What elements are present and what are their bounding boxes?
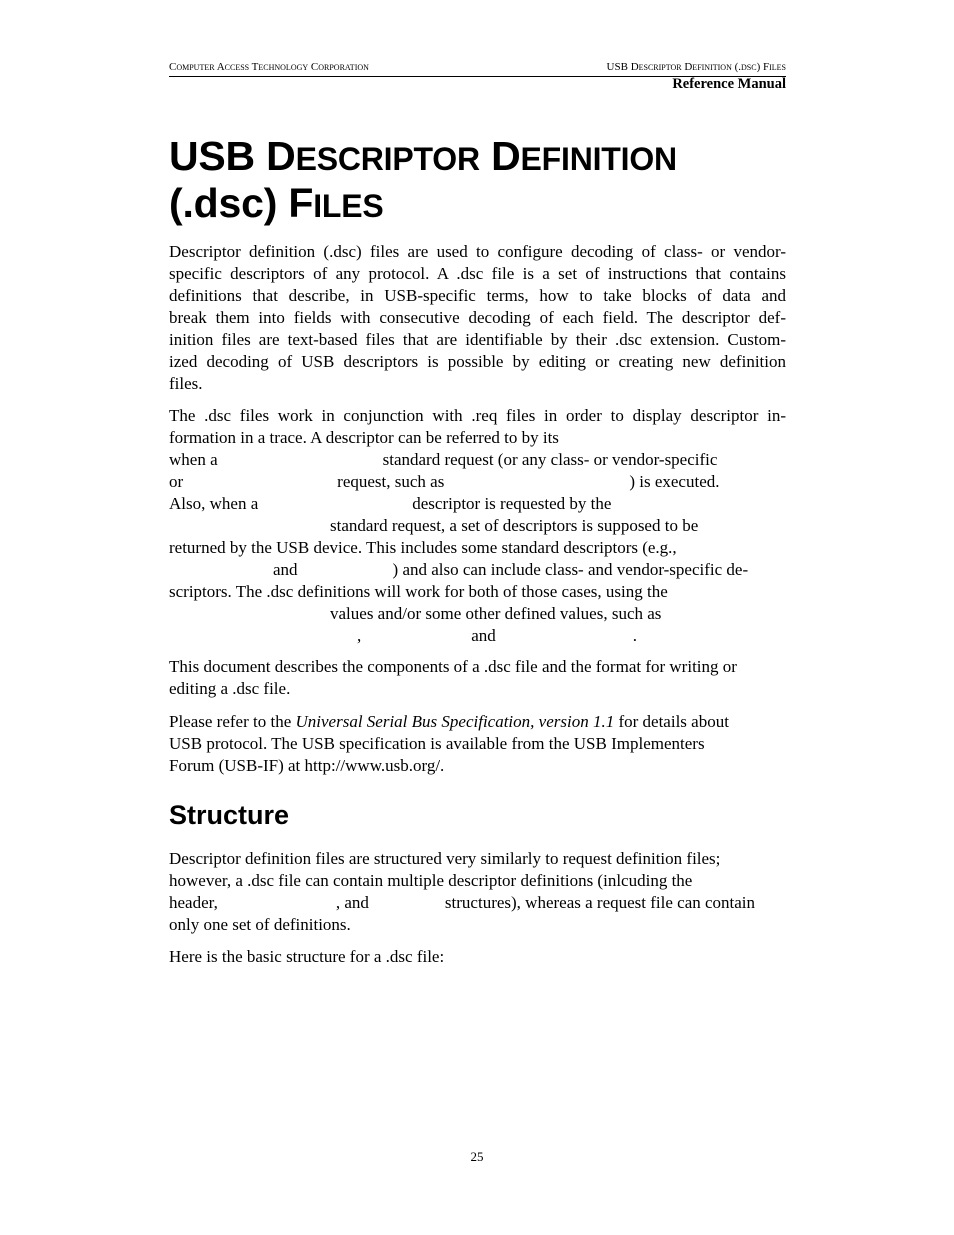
components-paragraph [169,656,786,700]
title-line-1: USB DESCRIPTOR DEFINITION [169,133,677,179]
running-header-manual: Reference Manual [672,76,786,92]
text-line: and ) and also can include class- and vendor-specific de- [273,560,749,579]
running-header-chapter: USB Descriptor Definition (.dsc) Files [606,61,786,73]
text-line: inition files are text-based files that are identifiable by their .dsc extension. Custom- [169,330,786,349]
structure-paragraph [169,848,786,936]
text-line: standard request, a set of descriptors is supposed to be [330,516,699,535]
text-line: Forum (USB-IF) at http://www.usb.org/. [169,756,445,775]
text-line: , and . [357,626,638,645]
text-line: Here is the basic structure for a .dsc file: [169,947,445,966]
text-line: files. [169,374,203,393]
text-line: definitions that describe, in USB-specific terms, how to take blocks of data and [169,286,786,305]
text-line: when a standard request (or any class- or vendor-specific [169,450,718,469]
text-line: formation in a trace. A descriptor can be referred to by its [169,428,559,447]
dsc-req-paragraph [169,405,786,647]
running-header-company: Computer Access Technology Corporation [169,61,369,73]
basic-structure-intro [169,946,786,968]
text-line: USB protocol. The USB specification is available from the USB Implementers [169,734,705,753]
text-line: returned by the USB device. This includes some standard descriptors (e.g., [169,538,677,557]
text-line: specific descriptors of any protocol. A .dsc file is a set of instructions that contains [169,264,786,283]
spec-title: Universal Serial Bus Specification, version 1.1 [295,712,615,731]
text-line: ized decoding of USB descriptors is possible by editing or creating new definition [169,352,786,371]
text-line: however, a .dsc file can contain multiple descriptor definitions (inlcuding the [169,871,693,890]
text-line: editing a .dsc file. [169,679,291,698]
text-line: scriptors. The .dsc definitions will work for both of those cases, using the [169,582,668,601]
text-line: or request, such as ) is executed. [169,472,720,491]
text-line: This document describes the components of a .dsc file and the format for writing or [169,657,737,676]
text-line: Descriptor definition files are structured very similarly to request definition files; [169,849,721,868]
text-line: only one set of definitions. [169,915,351,934]
title-line-2: (.dsc) FILES [169,180,384,226]
page-title [169,134,809,228]
text-line: Descriptor definition (.dsc) files are used to configure decoding of class- or vendor- [169,242,786,261]
text-line: Please refer to the Universal Serial Bus Specification, version 1.1 for details about [169,712,729,731]
text-line: break them into fields with consecutive decoding of each field. The descriptor def- [169,308,786,327]
text-line: Also, when a descriptor is requested by the [169,494,612,513]
text-line: values and/or some other defined values, such as [330,604,662,623]
section-heading-structure: Structure [169,800,290,830]
intro-paragraph [169,241,786,395]
spec-reference-paragraph [169,711,786,777]
page-number: 25 [470,1149,484,1164]
text-line: The .dsc files work in conjunction with .req files in order to display descriptor in- [169,406,786,425]
text-line: header, , and structures), whereas a request file can contain [169,893,756,912]
